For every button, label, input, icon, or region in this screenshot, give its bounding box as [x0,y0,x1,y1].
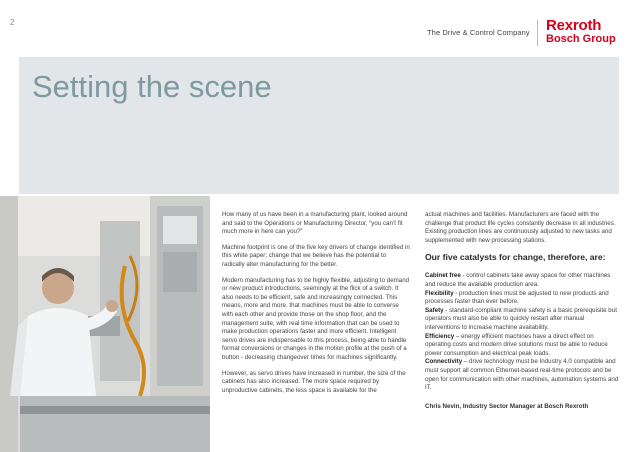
page-title: Setting the scene [32,69,272,104]
logo-divider [537,20,538,46]
company-tagline: The Drive & Control Company [427,28,530,37]
modern-manufacturing-paragraph: Modern manufacturing has to be highly flexible, adjusting to demand or new product introductions, seemingly at the flick of a switch. It also needs to be efficient, safe and increasingly connected. This means, more and more, that machines must be able to converse with each other and provide those on the shop floor, and the management suite, with real time information that can be used to make production operations faster and more efficient. Intelligent servo drives are indispensable to this process, being able to handle format conversions or changes in the motion profile at the push of a button - decreasing changeover times for machines significantly. [222,276,410,361]
catalysts-subheading: Our five catalysts for change, therefore, are: [425,252,606,263]
author-signature: Chris Nevin, Industry Sector Manager at Bosch Rexroth [425,402,589,410]
intro-paragraph: How many of us have been in a manufacturing plant, looked around and said to the Operations or Manufacturing Director, “you can’t fit much more in here can you?” [222,211,408,236]
catalyst-term: Safety [425,306,444,314]
footprint-paragraph: Machine footprint is one of the five key drivers of change identified in this white paper; change that we believe has the potential to radically alter manufacturing for the better. [222,243,410,268]
hero-banner [19,57,619,194]
catalyst-item-connectivity [425,358,620,392]
body-left-column [222,211,410,395]
servo-drives-paragraph: However, as servo drives have increased in number, the size of the cabinets has also increased. The more space required by unproductive cabinets, the less space is available for the [222,369,406,394]
catalyst-term: Efficiency [425,332,455,340]
catalyst-term: Flexibility [425,289,454,297]
catalyst-item-cabinet-free [425,272,620,289]
rexroth-logo [546,18,616,45]
logo-brand-text: Rexroth [546,17,602,34]
body-right-column [425,211,620,411]
catalyst-text: - production lines must be adjusted to new products and processes faster than ever before. [425,289,609,306]
factory-illustration [0,196,210,452]
catalyst-item-efficiency [425,333,620,359]
catalyst-item-safety [425,307,620,333]
catalyst-text: - control cabinets take away space for other machines and reduce the available production area. [425,272,611,288]
catalyst-text: – drive technology must be Industry 4.0 compatible and must support all common Ethernet-based real-time protocols and be open for communication with other machines, automation systems and IT. [425,358,619,392]
continuation-paragraph: actual machines and facilities. Manufacturers are faced with the challenge that product life cycles constantly decrease in all industries. Existing production lines are continuously adjusted to new tasks and supplemented with new processing stations. [425,211,616,244]
catalyst-term: Connectivity [425,358,463,366]
catalyst-item-flexibility [425,290,620,307]
catalyst-term: Cabinet free [425,272,461,280]
factory-photo [0,196,210,452]
catalyst-text: – energy efficient machines have a direct effect on operating costs and modern drive solutions must be able to reduce power consumption and electrical peak loads. [425,332,608,357]
page-number: 2 [10,18,15,27]
catalyst-text: - standard-compliant machine safety is a basic prerequisite but operators must also be able to quickly restart after manual interventions to increase machine availability. [425,306,617,331]
logo-group-text: Bosch Group [546,33,616,45]
